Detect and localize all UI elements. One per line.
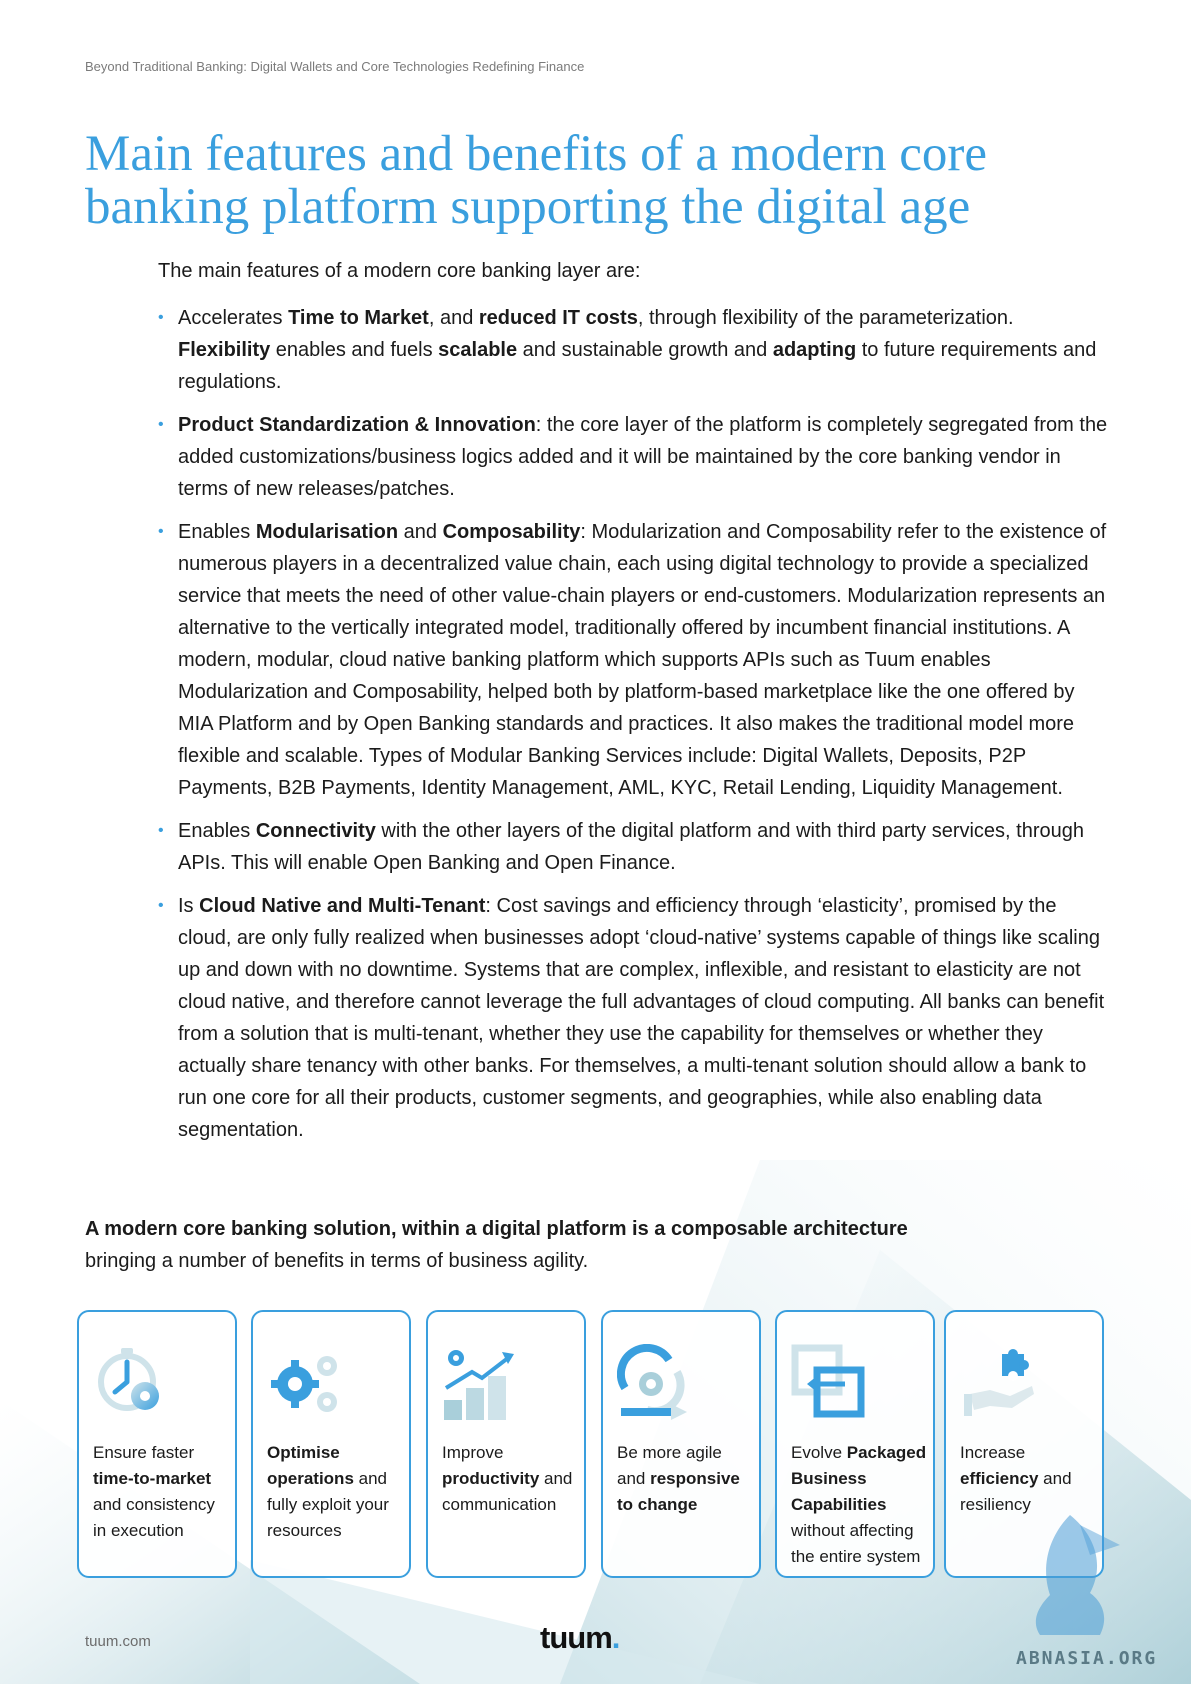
clock-gear-icon: [93, 1344, 171, 1422]
feature-emphasis: Time to Market: [288, 307, 429, 329]
benefit-text: [442, 1440, 578, 1518]
benefit-text-part: and consistency in execution: [93, 1495, 215, 1540]
benefit-text-part: Ensure faster: [93, 1443, 195, 1462]
benefit-text: [267, 1440, 403, 1544]
feature-text: and: [398, 521, 443, 543]
tuum-logo: [540, 1620, 619, 1656]
benefit-emphasis: productivity: [442, 1469, 540, 1488]
feature-text: enables and fuels: [270, 339, 439, 361]
closing-bold: A modern core banking solution, within a digital platform is a composable architecture: [85, 1218, 908, 1240]
feature-emphasis: Composability: [442, 521, 581, 543]
feature-item: [158, 516, 1108, 804]
benefit-text-part: and fully exploit your resources: [267, 1469, 389, 1540]
benefit-text: [93, 1440, 229, 1544]
feature-text: and sustainable growth and: [517, 339, 773, 361]
feature-emphasis: Flexibility: [178, 339, 271, 361]
benefit-emphasis: Packaged Business Capabilities: [791, 1443, 927, 1514]
benefit-card-agile: [601, 1310, 761, 1578]
logo-dot: .: [611, 1620, 620, 1655]
logo-text: tuum: [540, 1620, 612, 1655]
benefit-text-part: Evolve: [791, 1443, 847, 1462]
bullet-icon: •: [158, 523, 164, 540]
feature-text: Is: [178, 895, 200, 917]
benefit-text-part: Increase: [960, 1443, 1026, 1462]
feature-text: : Modularization and Composability refer to the existence of numerous players in a decentralized value chain, each using digital technology to provide a specialized service that meets the need of other value-chain players or end-customers. Modularization represents an alternative to the vertically integrated model, traditionally offered by incumbent financial institutions. A modern, modular, cloud native banking platform which supports APIs such as Tuum enables Modularization and Composability, helped both by platform-based marketplace like the one offered by MIA Platform and by Open Banking standards and practices. It also makes the traditional model more flexible and scalable. Types of Modular Banking Services include: Digital Wallets, Deposits, P2P Payments, B2B Payments, Identity Management, AML, KYC, Retail Lending, Liquidity Management.: [178, 521, 1107, 799]
bullet-icon: •: [158, 897, 164, 914]
gears-icon: [267, 1344, 345, 1422]
benefit-card-time-to-market: [77, 1310, 237, 1578]
feature-emphasis: Modularisation: [255, 521, 399, 543]
benefit-text-part: Improve: [442, 1443, 504, 1462]
feature-text: Accelerates: [178, 307, 289, 329]
footer-url[interactable]: tuum.com: [85, 1633, 151, 1650]
benefit-text-part: and communication: [442, 1469, 573, 1514]
page-title-line-1: Main features and benefits of a modern core: [85, 126, 988, 182]
feature-item: [158, 815, 1108, 879]
agile-cycle-icon: [617, 1344, 695, 1422]
benefit-text-part: and resiliency: [960, 1469, 1072, 1514]
feature-emphasis: Connectivity: [255, 820, 376, 842]
feature-text: Enables: [178, 820, 256, 842]
closing-statement: [85, 1213, 1085, 1277]
running-header: Beyond Traditional Banking: Digital Wallets and Core Technologies Redefining Finance: [85, 59, 585, 74]
feature-text: to future requirements and regulations.: [178, 339, 1097, 393]
benefit-emphasis: responsive to change: [617, 1469, 740, 1514]
feature-item: [158, 890, 1108, 1146]
closing-normal: bringing a number of benefits in terms of business agility.: [85, 1250, 589, 1272]
benefit-emphasis: efficiency: [960, 1469, 1039, 1488]
feature-text: : Cost savings and efficiency through ‘elasticity’, promised by the cloud, are only fully realized when businesses adopt ‘cloud-native’ systems capable of things like scaling up and down with no downtime. Systems that are complex, inflexible, and resistant to elasticity are not cloud native, and therefore cannot leverage the full advantages of cloud computing. All banks can benefit from a solution that is multi-tenant, whether they use the capability for themselves or whether they actually share tenancy with other banks. For themselves, a multi-tenant solution should allow a bank to run one core for all their products, customer segments, and geographies, while also enabling data segmentation.: [178, 895, 1105, 1141]
bullet-icon: •: [158, 309, 164, 326]
benefit-card-optimise-operations: [251, 1310, 411, 1578]
benefit-emphasis: time-to-market: [93, 1469, 212, 1488]
feature-emphasis: Product Standardization & Innovation: [178, 414, 536, 436]
feature-text: Enables: [178, 521, 256, 543]
bullet-icon: •: [158, 416, 164, 433]
bullet-icon: •: [158, 822, 164, 839]
benefit-text: [791, 1440, 927, 1570]
benefit-text: [617, 1440, 753, 1518]
hand-puzzle-icon: [960, 1344, 1038, 1422]
feature-text: : the core layer of the platform is completely segregated from the added customizations/business logics added and it will be maintained by the core banking vendor in terms of new releases/patches.: [178, 414, 1108, 500]
features-list: [158, 302, 1108, 1157]
feature-item: [158, 302, 1108, 398]
benefit-text-part: without affecting the entire system: [791, 1521, 921, 1566]
watermark-text: ABNASIA.ORG: [1016, 1648, 1158, 1669]
benefit-emphasis: Optimise operations: [267, 1443, 354, 1488]
page-title-line-2: banking platform supporting the digital age: [85, 179, 971, 235]
page-title: [85, 128, 1085, 234]
growth-chart-icon: [442, 1344, 520, 1422]
feature-emphasis: adapting: [772, 339, 857, 361]
benefits-row: [77, 1310, 1107, 1582]
intro-text: The main features of a modern core banking layer are:: [158, 260, 641, 282]
feature-text: with the other layers of the digital platform and with third party services, through APIs. This will enable Open Banking and Open Finance.: [178, 820, 1084, 874]
benefit-card-productivity: [426, 1310, 586, 1578]
feature-emphasis: reduced IT costs: [478, 307, 638, 329]
feature-emphasis: Cloud Native and Multi-Tenant: [199, 895, 486, 917]
benefit-text-part: Be more agile and: [617, 1443, 722, 1488]
watermark-emblem-icon: [1010, 1505, 1130, 1650]
swap-squares-icon: [791, 1344, 869, 1422]
benefit-card-packaged-capabilities: [775, 1310, 935, 1578]
feature-text: , and: [428, 307, 479, 329]
feature-text: , through flexibility of the parameterization.: [637, 307, 1014, 329]
feature-item: [158, 409, 1108, 505]
feature-emphasis: scalable: [438, 339, 518, 361]
